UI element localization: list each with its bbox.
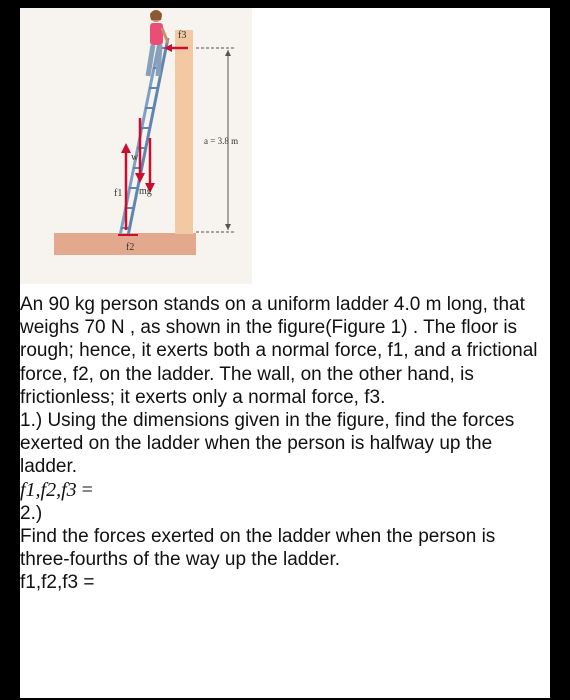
ladder-figure xyxy=(20,8,252,284)
answer-1-vars: f1,f2,f3 xyxy=(20,478,77,501)
problem-text xyxy=(20,293,550,595)
answer-2-line: f1,f2,f3 = xyxy=(20,572,95,594)
label-f2: f2 xyxy=(126,242,135,253)
question-2-label: 2.) xyxy=(20,502,43,524)
label-f1: f1 xyxy=(114,188,123,199)
label-mg: mg xyxy=(139,186,152,197)
floor xyxy=(54,233,196,255)
answer-1-line xyxy=(20,479,550,502)
answer-1-eq: = xyxy=(76,478,93,501)
question-2: Find the forces exerted on the ladder when the person is three-fourths of the way up the ladder. xyxy=(20,526,501,571)
question-1: 1.) Using the dimensions given in the figure, find the forces exerted on the ladder when the person is halfway up the ladder. xyxy=(20,410,520,478)
label-a: a = 3.8 m xyxy=(204,136,239,146)
label-f3: f3 xyxy=(178,30,187,41)
problem-paragraph: An 90 kg person stands on a uniform ladder 4.0 m long, that weighs 70 N , as shown in the figure(Figure 1) . The floor is rough; hence, it exerts both a normal force, f1, and a frictional force, f2, on the ladder. The wall, on the other hand, is frictionless; it exerts only a normal force, f3. xyxy=(20,294,543,408)
page xyxy=(20,8,550,698)
wall xyxy=(175,30,193,234)
label-w: w xyxy=(131,152,139,163)
